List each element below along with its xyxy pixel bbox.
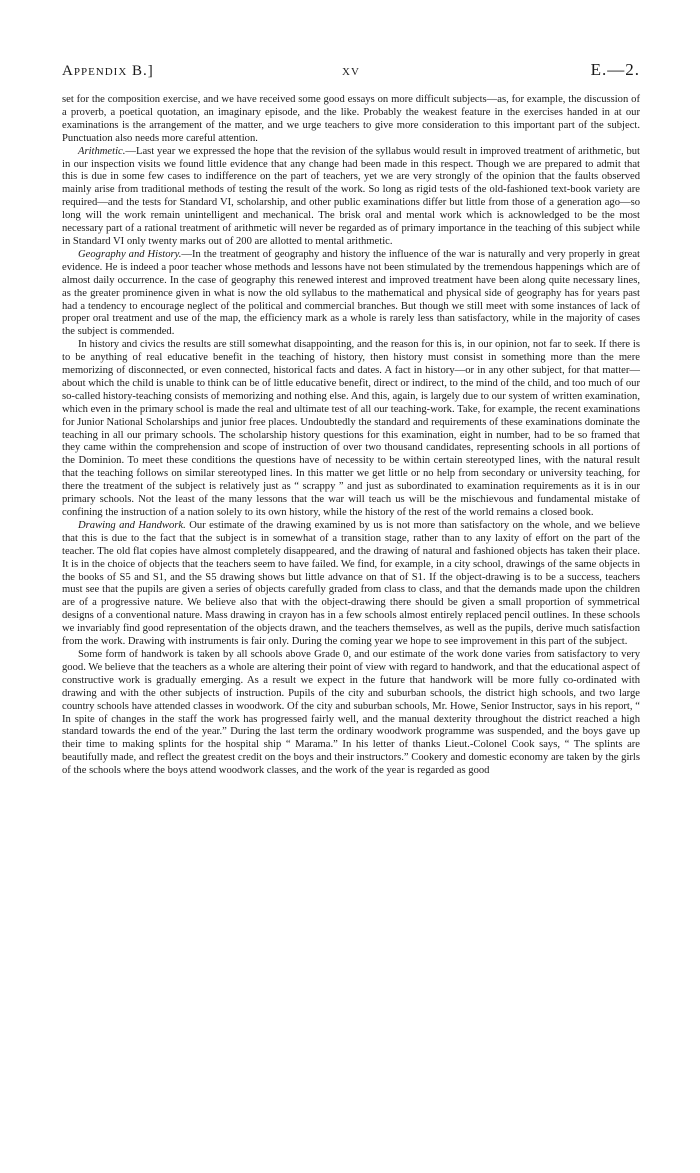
- paragraph-composition: [62, 94, 640, 146]
- paragraph-arithmetic: [62, 146, 640, 249]
- paragraph-text: —In the treatment of geography and history the influence of the war is naturally and very properly in great evidence. He is indeed a poor teacher whose methods and lessons have not been stimulated by the tremendous happenings which are of almost daily occurrence. In the case of geography this renewed interest and improved treatment have been along quite necessary lines, as the greater prominence given in what is now the old syllabus to the mathematical and physical side of geography has for years past had a tendency to encourage neglect of the political and commercial branches. But though we still meet with some instances of lack of proper oral treatment and use of the map, the efficiency mark as a whole is rarely less than satisfactory, while in the majority of cases the subject is commended.: [62, 248, 640, 338]
- appendix-label: Appendix B.]: [62, 63, 154, 79]
- paragraph-text: —Last year we expressed the hope that the revision of the syllabus would result in improved treatment of arithmetic, but in our inspection visits we found little evidence that any change had been made in this respect. Though we are prepared to admit that this is due in some few cases to indifference on the part of teachers, yet we are very strongly of the opinion that the faults observed mainly arise from traditional methods of testing the result of the work. So long as rigid tests of the old-fashioned text-book variety are required—and the tests for Standard VI, scholarship, and other public examinations differ but little from those of a generation ago—so long will the work remain unintelligent and mechanical. The brisk oral and mental work which is acknowledged to be the most necessary part of a rational treatment of arithmetic will never be regarded as of primary importance in the teaching of this subject while in Standard VI only twenty marks out of 200 are allotted to mental arithmetic.: [62, 145, 640, 247]
- section-heading-geography-history: Geography and History.: [78, 248, 182, 260]
- paragraph-text: In history and civics the results are still somewhat disappointing, and the reason for this is, in our opinion, not far to seek. If there is to be anything of real educative benefit in the teaching of history, then history must consist in something more than the mere memorizing of disconnected, or even connected, historical facts and dates. A fact in history—or in any other subject, for that matter—about which the child is unable to think can be of little educative benefit, direct or indirect, to the mind of the child, and too much of our so-called history-teaching consists of memorizing and nothing else. And this, again, is largely due to our system of written examination, which even in the primary school is made the real and ultimate test of all our teaching-work. Take, for example, the recent examinations for Junior National Scholarships and junior free places. Undoubtedly the standard and requirements of these examinations dominate the teaching in all our primary schools. The scholarship history questions for this examination, eight in number, had to be so framed that they came within the comprehension and scope of instruction of over two thousand candidates, representing schools in all portions of the Dominion. To meet these conditions the questions have of necessity to be within certain stereotyped lines, with the natural result that the teaching follows on similar stereotyped lines. In this matter we get little or no help from secondary or university teaching, for there the treatment of the subject is relatively just as “ scrappy ” and just as subordinated to examination requirements as it is in our primary schools. Not the least of the many lessons that the war will teach us will be the mischievous and fundamental mistake of confining the instruction of a nation solely to its own history, while the history of the rest of the world remains a closed book.: [62, 339, 640, 518]
- document-reference: E.—2.: [590, 60, 640, 79]
- paragraph-text: Some form of handwork is taken by all schools above Grade 0, and our estimate of the work done varies from satisfactory to very good. We believe that the teachers as a whole are altering their point of view with regard to handwork, and that the educational aspect of constructive work is gradually emerging. As a result we expect in the future that handwork will be more fully co-ordinated with drawing and with the other subjects of instruction. Pupils of the city and suburban schools, the district high schools, and two large country schools have attended classes in woodwork. Of the city and suburban schools, Mr. Howe, Senior Instructor, says in his report, “ In spite of changes in the staff the work has progressed fairly well, and the manual dexterity throughout the district reached a high standard towards the end of the year.” During the last term the ordinary woodwork programme was suspended, and the boys gave up their time to making splints for the hospital ship “ Marama.” In his letter of thanks Lieut.-Colonel Cook says, “ The splints are beautifully made, and reflect the greatest credit on the boys and their instructors.” Cookery and domestic economy are taken by the girls of the schools where the boys attend woodwork classes, and the work of the year is regarded as good: [62, 648, 640, 777]
- page-header: [62, 60, 640, 84]
- page: [62, 60, 640, 778]
- paragraph-geography-history: [62, 249, 640, 339]
- section-heading-drawing-handwork: Drawing and Handwork.: [78, 519, 186, 531]
- section-heading-arithmetic: Arithmetic.: [78, 145, 126, 157]
- paragraph-drawing-handwork: [62, 520, 640, 649]
- paragraph-text: Our estimate of the drawing examined by us is not more than satisfactory on the whole, and we believe that this is due to the fact that the subject is in somewhat of a transition stage, rather than to any laxity of effort on the part of the teacher. The old flat copies have almost completely disappeared, and the drawing of natural and fashioned objects has taken their place. It is in the choice of objects that the teachers seem to have failed. We find, for example, in a city school, drawings of the same objects in the books of S5 and S1, and the S5 drawing shows but little advance on that of S1. If the object-drawing is to be a success, teachers must see that the pupils are given a series of objects carefully graded from class to class, and that the demands made upon the children are of a progressive nature. We believe also that with the object-drawing there should be given a small proportion of symmetrical designs of a conventional nature. Mass drawing in crayon has in a few schools almost entirely replaced pencil outlines. In these schools we invariably find good representation of the objects drawn, and the teachers themselves, as well as the pupils, derive much satisfaction from the work. Drawing with instruments is fair only. During the coming year we hope to see improvement in this part of the subject.: [62, 519, 640, 648]
- paragraph-history-civics: [62, 339, 640, 520]
- paragraph-text: set for the composition exercise, and we have received some good essays on more difficult subjects—as, for example, the discussion of a proverb, a poetical quotation, an imaginary episode, and the like. Probably the weakest feature in the exercises handed in at our examinations is the arrangement of the matter, and we urge teachers to give more consideration to this important part of the subject. Punctuation also needs more careful attention.: [62, 94, 640, 144]
- paragraph-handwork: [62, 649, 640, 778]
- page-number: xv: [342, 63, 360, 79]
- report-body: [62, 94, 640, 778]
